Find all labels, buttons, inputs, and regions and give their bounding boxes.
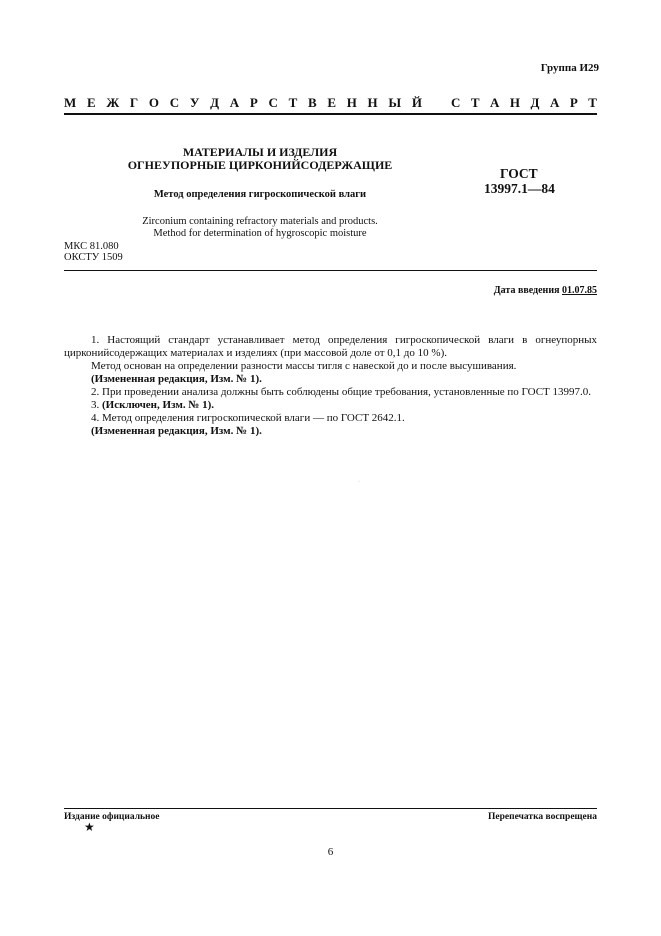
stray-dot: · <box>358 479 360 485</box>
banner-letter: Е <box>327 95 336 110</box>
banner-letter: Н <box>346 95 357 110</box>
paragraph-2: Метод основан на определении разности массы тигля с навеской до и после высушивания. <box>91 360 517 372</box>
banner-letter: Д <box>210 95 220 110</box>
effective-date-label: Дата введения <box>493 285 560 296</box>
banner-letter: У <box>189 95 200 110</box>
excluded-note: (Исключен, Изм. № 1). <box>102 399 215 411</box>
english-title <box>100 216 420 240</box>
gost-label: ГОСТ <box>500 166 538 181</box>
okstu-code: ОКСТУ 1509 <box>64 252 123 263</box>
banner-word-interstate <box>64 95 422 111</box>
banner-word-standard <box>451 95 597 111</box>
classification-codes <box>64 241 123 263</box>
header-rule <box>64 113 597 115</box>
banner-letter: Г <box>129 95 139 110</box>
effective-date-value: 01.07.85 <box>562 285 597 296</box>
gost-designation <box>484 166 555 196</box>
english-title-line-2: Method for determination of hygroscopic moisture <box>153 228 367 239</box>
banner-letter: Е <box>86 95 96 110</box>
amendment-note-1: (Измененная редакция, Изм. № 1). <box>91 373 262 385</box>
banner-letter: Т <box>470 95 480 110</box>
group-label: Группа И29 <box>540 62 599 74</box>
paragraph-3: 2. При проведении анализа должны быть соблюдены общие требования, установленные по ГОСТ 13997.0. <box>91 386 592 398</box>
banner-letter: Н <box>509 95 521 110</box>
reprint-prohibited-label: Перепечатка воспрещена <box>487 812 597 822</box>
banner-letter: Д <box>530 95 540 110</box>
method-subtitle: Метод определения гигроскопической влаги <box>153 189 367 200</box>
footer-rule <box>64 808 597 809</box>
banner-letter: М <box>64 95 77 110</box>
banner-letter: Р <box>569 95 578 110</box>
mks-code: МКС 81.080 <box>64 241 119 252</box>
banner-letter: С <box>169 95 180 110</box>
banner-letter: Р <box>249 95 258 110</box>
star-icon: ★ <box>84 820 95 834</box>
amendment-note-2: (Измененная редакция, Изм. № 1). <box>91 425 262 437</box>
title-line-1: МАТЕРИАЛЫ И ИЗДЕЛИЯ <box>182 145 338 159</box>
effective-date <box>494 285 597 296</box>
official-edition-label: Издание официальное <box>64 812 160 822</box>
page-number: 6 <box>327 846 334 858</box>
banner-letter: Ы <box>388 95 402 110</box>
banner-letter: Ж <box>106 95 120 110</box>
gost-number: 13997.1—84 <box>484 181 555 196</box>
interstate-standard-banner <box>64 95 597 111</box>
banner-letter: А <box>490 95 500 110</box>
paragraph-4 <box>64 399 597 412</box>
title-line-2: ОГНЕУПОРНЫЕ ЦИРКОНИЙСОДЕРЖАЩИЕ <box>127 158 393 172</box>
banner-letter: Н <box>367 95 378 110</box>
english-title-line-1: Zirconium containing refractory materials and products. <box>142 216 378 227</box>
title-block <box>100 146 420 240</box>
banner-letter: В <box>307 95 317 110</box>
paragraph-4-number: 3. <box>91 399 102 411</box>
banner-letter: Т <box>288 95 298 110</box>
banner-letter: Т <box>588 95 597 110</box>
section-rule <box>64 270 597 271</box>
banner-letter: С <box>451 95 461 110</box>
paragraph-1: 1. Настоящий стандарт устанавливает метод определения гигроскопической влаги в огнеупорных цирконийсодержащих материалах и изделиях (при массовой доле от 0,1 до 10 %). <box>64 334 597 359</box>
banner-letter: С <box>268 95 278 110</box>
paragraph-5: 4. Метод определения гигроскопической влаги — по ГОСТ 2642.1. <box>91 412 405 424</box>
banner-letter: О <box>148 95 160 110</box>
banner-letter: А <box>549 95 560 110</box>
document-body <box>64 334 597 438</box>
banner-letter: Й <box>411 95 422 110</box>
banner-letter: А <box>229 95 240 110</box>
